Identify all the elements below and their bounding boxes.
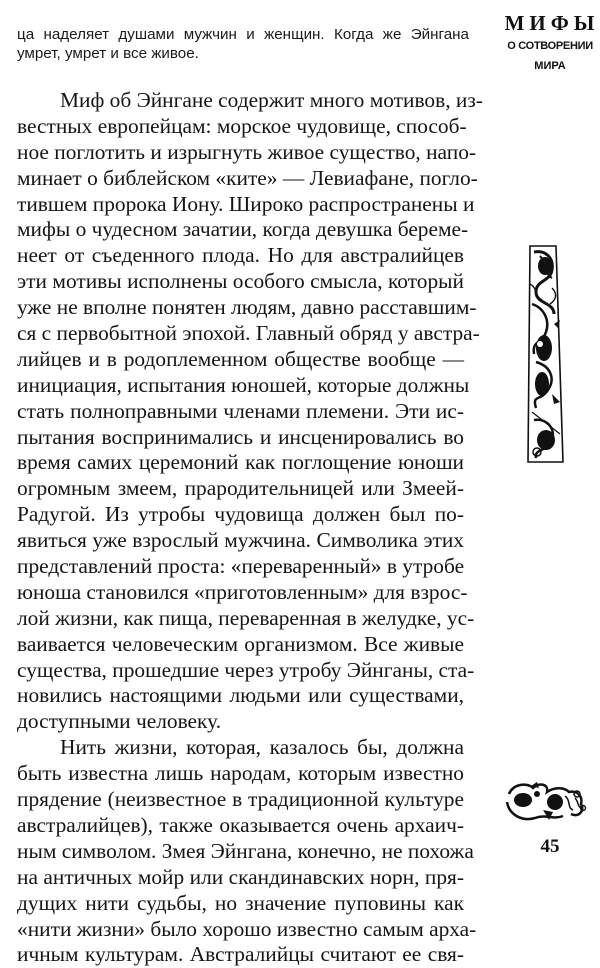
text-line: Миф об Эйнгане содержит много мотивов, из-: [60, 88, 483, 112]
text-line: эти мотивы исполнены особого смысла, который: [17, 269, 464, 294]
text-line: неет от съеденного плода. Но для австралийцев: [17, 243, 464, 268]
text-line: ичным культурам. Австралийцы считают ее свя-: [17, 942, 464, 967]
text-line: лой жизни, как пища, переваренная в желудке, ус-: [17, 605, 475, 630]
text-line: существа, прошедшие через утробу Эйнганы, ста-: [17, 657, 475, 682]
text-line: дущих нити судьбы, но значение пуповины как: [17, 890, 464, 915]
text-line: на античных мойр или скандинавских норн, пря-: [17, 864, 464, 889]
text-line: инициация, испытания юношей, которые должны: [17, 372, 470, 397]
body-text: [17, 88, 483, 968]
text-line: новились настоящими людьми или существами,: [17, 683, 464, 708]
text-line: ся с первобытной эпохой. Главный обряд у австра-: [17, 321, 480, 346]
text-line: «нити жизни» было хорошо известно самым арха-: [17, 916, 477, 941]
header-subtitle-line2: МИРА: [534, 60, 566, 72]
top-quote: [17, 25, 469, 63]
text-line: ным символом. Змея Эйнгана, конечно, не похожа: [17, 838, 474, 863]
text-line: огромным змеем, прародительницей или Змеей-: [17, 476, 464, 501]
text-line: Нить жизни, которая, казалось бы, должна: [60, 735, 464, 760]
text-line: юноша становился «приготовленным» для взрос-: [17, 579, 468, 604]
text-line: австралийцев), также оказывается очень архаич-: [17, 812, 464, 837]
text-line: уже не вполне понятен людям, давно расставшим-: [17, 295, 477, 320]
text-line: мифы о чудесном зачатии, когда девушка береме-: [17, 217, 469, 242]
header-title: МИФЫ: [504, 11, 600, 35]
text-line: ца наделяет душами мужчин и женщин. Когда же Эйнгана: [17, 26, 469, 43]
text-line: время самих церемоний как поглощение юноши: [17, 450, 464, 475]
text-line: вестных европейцам: морское чудовище, способ-: [17, 113, 467, 138]
text-line: представлений проста: «переваренный» в утробе: [17, 554, 465, 579]
text-line: стать полноправными членами племени. Эти ис-: [17, 398, 464, 423]
text-line: доступными человеку.: [17, 709, 222, 734]
beast-vignette-icon: [503, 780, 588, 825]
text-line: ваивается человеческим организмом. Все живые: [17, 631, 464, 656]
text-line: тившем пророка Иону. Широко распространены и: [17, 191, 475, 216]
text-line: Радугой. Из утробы чудовища должен был по-: [17, 502, 464, 527]
header-subtitle-line1: О СОТВОРЕНИИ: [507, 40, 593, 52]
text-line: лийцев и в родоплеменном обществе вообще —: [17, 346, 464, 371]
page-number: 45: [540, 836, 560, 857]
text-line: ное поглотить и изрыгнуть живое существо, напо-: [17, 139, 477, 164]
text-line: минает о библейском «ките» — Левиафане, погло-: [17, 165, 478, 190]
text-line: умрет, умрет и все живое.: [17, 45, 199, 62]
interlace-ornament-icon: [526, 244, 566, 464]
running-header: [500, 10, 600, 74]
text-line: явиться уже взрослый мужчина. Символика этих: [17, 528, 464, 553]
text-line: прядение (неизвестное в традиционной культуре: [17, 787, 464, 812]
text-line: пытания воспринимались и инсценировались во: [17, 424, 464, 449]
text-line: быть известна лишь народам, которым известно: [17, 761, 464, 786]
